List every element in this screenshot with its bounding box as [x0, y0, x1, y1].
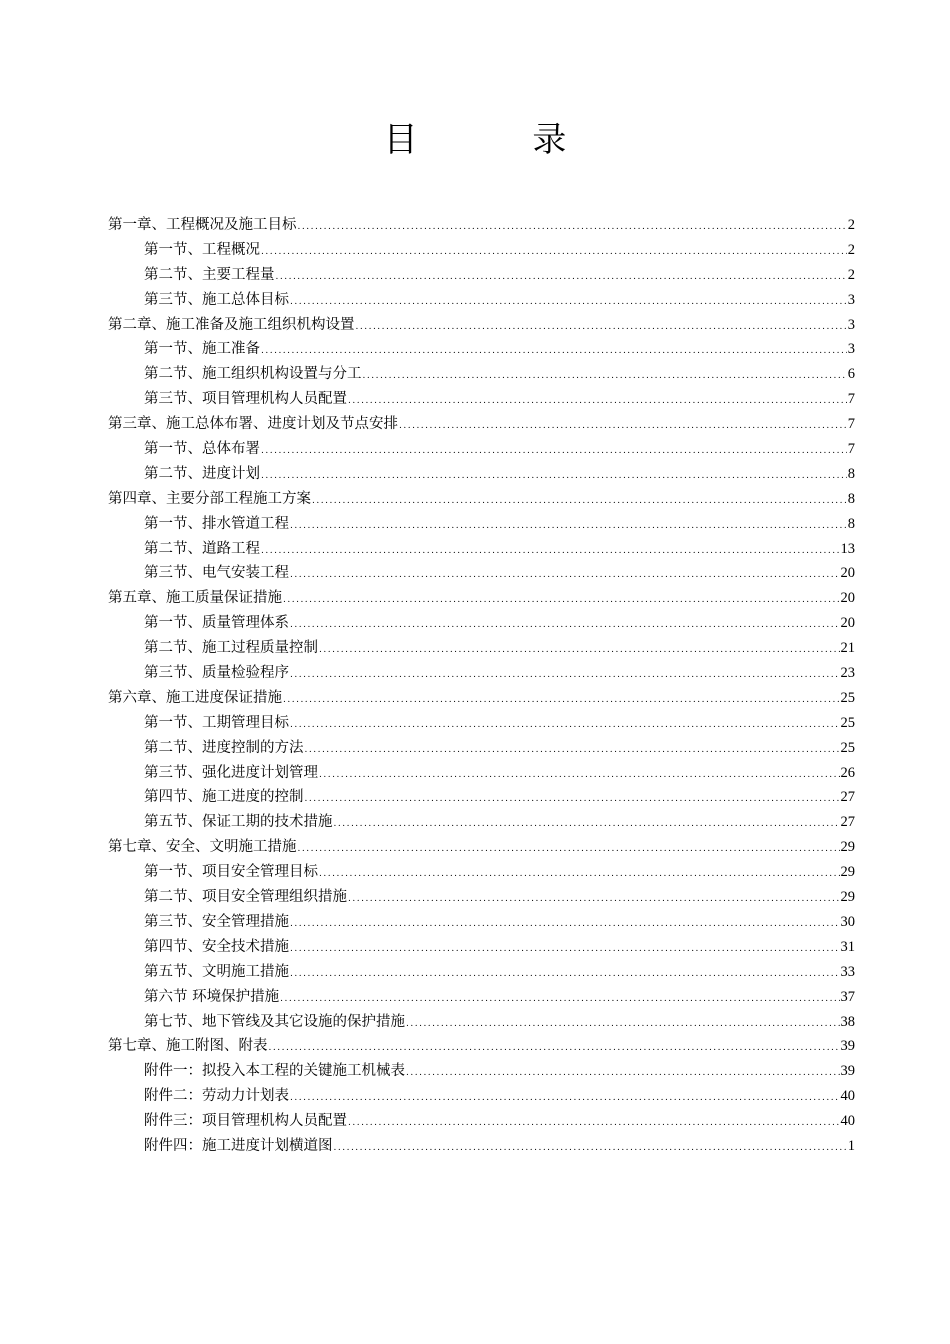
toc-page-number: 25	[840, 714, 855, 731]
toc-dot-leader	[363, 364, 847, 389]
toc-section-entry[interactable]	[108, 512, 855, 537]
toc-page-number: 31	[840, 938, 855, 955]
toc-page-number: 29	[840, 839, 855, 856]
toc-dot-leader	[280, 987, 839, 1012]
toc-page-number: 7	[847, 391, 855, 408]
toc-dot-leader	[261, 464, 847, 489]
toc-entry-label: 第五章、施工质量保证措施	[108, 590, 282, 607]
toc-chapter-entry[interactable]	[108, 313, 855, 338]
toc-page-number: 8	[847, 465, 855, 482]
toc-page-number: 13	[840, 540, 855, 557]
toc-chapter-entry[interactable]	[108, 686, 855, 711]
toc-section-entry[interactable]	[108, 636, 855, 661]
toc-entry-label: 第三节、项目管理机构人员配置	[144, 391, 347, 408]
toc-dot-leader	[283, 688, 840, 713]
toc-page-number: 2	[847, 266, 855, 283]
toc-page-number: 8	[847, 515, 855, 532]
toc-page-number: 40	[840, 1113, 855, 1130]
toc-section-entry[interactable]	[108, 661, 855, 686]
toc-section-entry[interactable]	[108, 1109, 855, 1134]
toc-dot-leader	[290, 663, 840, 688]
toc-section-entry[interactable]	[108, 785, 855, 810]
toc-dot-leader	[319, 638, 840, 663]
toc-entry-label: 第六章、施工进度保证措施	[108, 689, 282, 706]
toc-dot-leader	[319, 763, 840, 788]
toc-page-number: 39	[840, 1063, 855, 1080]
toc-entry-label: 第三节、施工总体目标	[144, 291, 289, 308]
toc-section-entry[interactable]	[108, 935, 855, 960]
toc-dot-leader	[290, 613, 840, 638]
toc-dot-leader	[283, 588, 840, 613]
toc-entry-label: 第三节、安全管理措施	[144, 913, 289, 930]
toc-dot-leader	[298, 837, 840, 862]
toc-dot-leader	[290, 514, 847, 539]
toc-page-number: 7	[847, 441, 855, 458]
toc-page-number: 30	[840, 913, 855, 930]
toc-entry-label: 附件二：劳动力计划表	[144, 1088, 289, 1105]
toc-page-number: 23	[840, 665, 855, 682]
toc-entry-label: 第二章、施工准备及施工组织机构设置	[108, 316, 355, 333]
toc-section-entry[interactable]	[108, 238, 855, 263]
toc-page-number: 29	[840, 864, 855, 881]
toc-entry-label: 第四节、安全技术措施	[144, 938, 289, 955]
toc-dot-leader	[348, 389, 847, 414]
toc-page-number: 3	[847, 291, 855, 308]
toc-page-number: 2	[847, 217, 855, 233]
toc-dot-leader	[290, 937, 840, 962]
toc-entry-label: 第一章、工程概况及施工目标	[108, 217, 297, 233]
toc-page-number: 3	[847, 341, 855, 358]
toc-dot-leader	[261, 539, 840, 564]
toc-page-number: 21	[840, 640, 855, 657]
toc-dot-leader	[290, 1086, 840, 1111]
toc-page-number: 39	[840, 1038, 855, 1055]
toc-dot-leader	[290, 290, 847, 315]
toc-entry-label: 第七章、施工附图、附表	[108, 1038, 268, 1055]
toc-entry-label: 附件一：拟投入本工程的关键施工机械表	[144, 1063, 405, 1080]
toc-entry-label: 第二节、道路工程	[144, 540, 260, 557]
toc-section-entry[interactable]	[108, 985, 855, 1010]
toc-page-number: 33	[840, 963, 855, 980]
toc-section-entry[interactable]	[108, 337, 855, 362]
toc-page-number: 8	[847, 490, 855, 507]
toc-page-number: 37	[840, 988, 855, 1005]
toc-entry-label: 第二节、施工组织机构设置与分工	[144, 366, 362, 383]
toc-dot-leader	[290, 912, 840, 937]
toc-section-entry[interactable]	[108, 263, 855, 288]
toc-section-entry[interactable]	[108, 387, 855, 412]
toc-dot-leader	[348, 887, 840, 912]
toc-page-number: 20	[840, 590, 855, 607]
toc-entry-label: 第一节、工程概况	[144, 241, 260, 258]
toc-page-number: 40	[840, 1088, 855, 1105]
toc-page-number: 20	[840, 615, 855, 632]
toc-section-entry[interactable]	[108, 288, 855, 313]
toc-dot-leader	[261, 240, 847, 265]
toc-section-entry[interactable]	[108, 1134, 855, 1159]
toc-entry-label: 第四节、施工进度的控制	[144, 789, 304, 806]
toc-dot-leader	[261, 339, 847, 364]
toc-entry-label: 第五节、文明施工措施	[144, 963, 289, 980]
toc-page-number: 7	[847, 416, 855, 433]
toc-section-entry[interactable]	[108, 561, 855, 586]
toc-dot-leader	[312, 489, 847, 514]
toc-chapter-entry[interactable]	[108, 1034, 855, 1059]
toc-entry-label: 第七节、地下管线及其它设施的保护措施	[144, 1013, 405, 1030]
toc-page-number: 27	[840, 814, 855, 831]
toc-entry-label: 第四章、主要分部工程施工方案	[108, 490, 311, 507]
toc-dot-leader	[290, 962, 840, 987]
toc-dot-leader	[276, 265, 847, 290]
toc-section-entry[interactable]	[108, 810, 855, 835]
toc-entry-label: 第五节、保证工期的技术措施	[144, 814, 333, 831]
toc-entry-label: 第二节、进度计划	[144, 465, 260, 482]
toc-section-entry[interactable]	[108, 910, 855, 935]
toc-section-entry[interactable]	[108, 437, 855, 462]
toc-entry-label: 第一节、质量管理体系	[144, 615, 289, 632]
toc-page-number: 20	[840, 565, 855, 582]
toc-entry-label: 第二节、进度控制的方法	[144, 739, 304, 756]
toc-section-entry[interactable]	[108, 711, 855, 736]
toc-section-entry[interactable]	[108, 761, 855, 786]
toc-entry-label: 第一节、排水管道工程	[144, 515, 289, 532]
toc-dot-leader	[269, 1036, 840, 1061]
toc-dot-leader	[290, 713, 840, 738]
toc-page-number: 25	[840, 689, 855, 706]
toc-dot-leader	[298, 215, 847, 240]
toc-entry-label: 第三节、电气安装工程	[144, 565, 289, 582]
toc-dot-leader	[348, 1111, 840, 1136]
toc-section-entry[interactable]	[108, 462, 855, 487]
toc-section-entry[interactable]	[108, 736, 855, 761]
toc-page-number: 3	[847, 316, 855, 333]
toc-entry-label: 第一节、施工准备	[144, 341, 260, 358]
toc-dot-leader	[406, 1012, 840, 1037]
toc-dot-leader	[399, 414, 847, 439]
toc-page-number: 27	[840, 789, 855, 806]
toc-dot-leader	[319, 862, 840, 887]
toc-section-entry[interactable]	[108, 611, 855, 636]
toc-page-number: 25	[840, 739, 855, 756]
toc-dot-leader	[305, 738, 840, 763]
table-of-contents	[108, 213, 855, 1159]
toc-entry-label: 第二节、施工过程质量控制	[144, 640, 318, 657]
toc-entry-label: 第二节、项目安全管理组织措施	[144, 889, 347, 906]
toc-chapter-entry[interactable]	[108, 835, 855, 860]
toc-dot-leader	[334, 812, 840, 837]
toc-chapter-entry[interactable]	[108, 213, 855, 238]
toc-entry-label: 第二节、主要工程量	[144, 266, 275, 283]
toc-chapter-entry[interactable]	[108, 487, 855, 512]
toc-page-number: 1	[847, 1137, 855, 1154]
toc-entry-label: 第三章、施工总体布署、进度计划及节点安排	[108, 416, 398, 433]
toc-section-entry[interactable]	[108, 885, 855, 910]
toc-section-entry[interactable]	[108, 537, 855, 562]
toc-dot-leader	[406, 1061, 840, 1086]
toc-entry-label: 第一节、总体布署	[144, 441, 260, 458]
toc-page-number: 29	[840, 889, 855, 906]
toc-page-number: 26	[840, 764, 855, 781]
toc-page-number: 38	[840, 1013, 855, 1030]
toc-entry-label: 附件三：项目管理机构人员配置	[144, 1113, 347, 1130]
toc-section-entry[interactable]	[108, 362, 855, 387]
toc-chapter-entry[interactable]	[108, 586, 855, 611]
toc-entry-label: 第三节、强化进度计划管理	[144, 764, 318, 781]
toc-chapter-entry[interactable]	[108, 412, 855, 437]
toc-entry-label: 第三节、质量检验程序	[144, 665, 289, 682]
toc-dot-leader	[334, 1136, 847, 1161]
toc-entry-label: 第一节、工期管理目标	[144, 714, 289, 731]
toc-entry-label: 第一节、项目安全管理目标	[144, 864, 318, 881]
toc-page-number: 6	[847, 366, 855, 383]
toc-section-entry[interactable]	[108, 1059, 855, 1084]
toc-dot-leader	[261, 439, 847, 464]
toc-section-entry[interactable]	[108, 960, 855, 985]
page-title: 目 录	[383, 120, 619, 160]
toc-dot-leader	[305, 787, 840, 812]
toc-entry-label: 第七章、安全、文明施工措施	[108, 839, 297, 856]
toc-dot-leader	[290, 563, 840, 588]
toc-entry-label: 附件四：施工进度计划横道图	[144, 1137, 333, 1154]
toc-dot-leader	[356, 315, 847, 340]
toc-section-entry[interactable]	[108, 860, 855, 885]
toc-entry-label: 第六节 环境保护措施	[144, 988, 280, 1005]
toc-page-number: 2	[847, 241, 855, 258]
toc-section-entry[interactable]	[108, 1010, 855, 1035]
toc-section-entry[interactable]	[108, 1084, 855, 1109]
